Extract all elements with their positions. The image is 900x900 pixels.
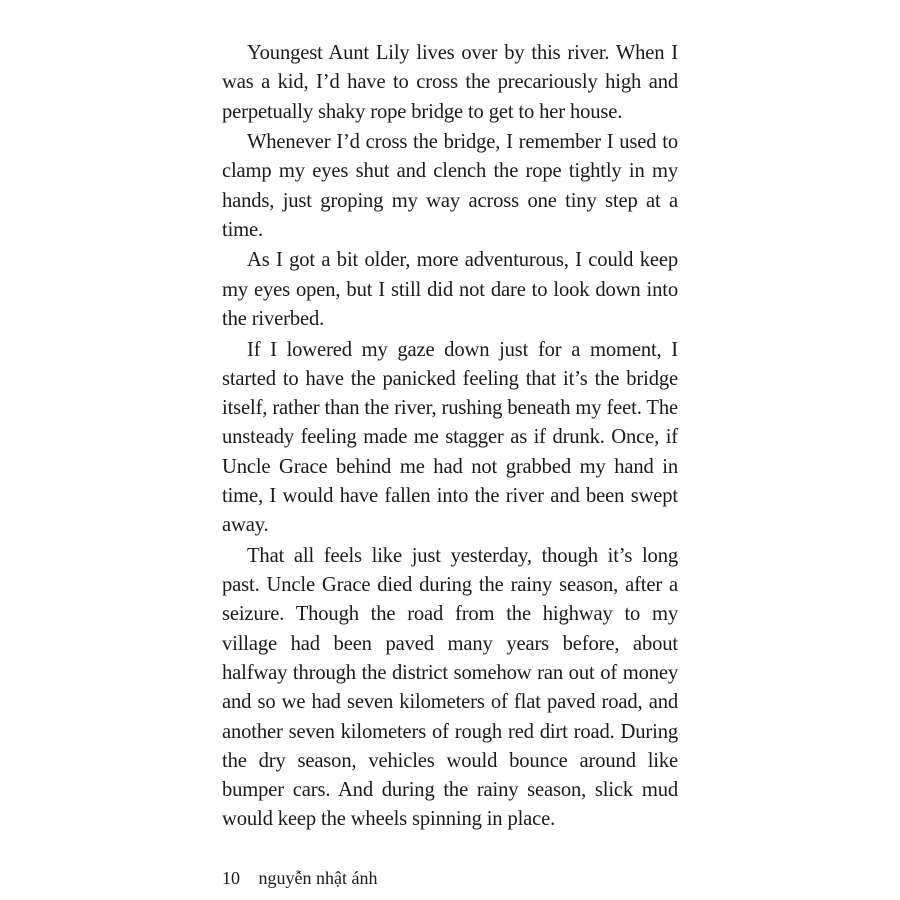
paragraph: Whenever I’d cross the bridge, I remember I used to clamp my eyes shut and clench the rope tightly in my hands, just groping my way across one tiny step at a time. <box>222 131 678 241</box>
paragraph: If I lowered my gaze down just for a moment, I started to have the panicked feeling that it’s the bridge itself, rather than the river, rushing beneath my feet. The unsteady feeling made me stagger as if drunk. Once, if Uncle Grace behind me had not grabbed my hand in time, I would have fallen into the river and been swept away. <box>222 338 678 537</box>
page-footer <box>222 866 377 890</box>
running-head-author: nguyễn nhật ánh <box>258 868 378 888</box>
paragraph: As I got a bit older, more adventurous, I could keep my eyes open, but I still did not dare to look down into the riverbed. <box>222 249 678 331</box>
page-number: 10 <box>222 868 240 888</box>
body-text <box>222 39 678 836</box>
paragraph: That all feels like just yesterday, though it’s long past. Uncle Grace died during the rainy season, after a seizure. Though the road from the highway to my village had been paved many years before, about halfway through the district somehow ran out of money and so we had seven kilometers of flat paved road, and another seven kilometers of rough red dirt road. During the dry season, vehicles would bounce around like bumper cars. And during the rainy season, slick mud would keep the wheels spinning in place. <box>222 544 678 831</box>
paragraph: Youngest Aunt Lily lives over by this river. When I was a kid, I’d have to cross the precariously high and perpetually shaky rope bridge to get to her house. <box>222 42 678 123</box>
